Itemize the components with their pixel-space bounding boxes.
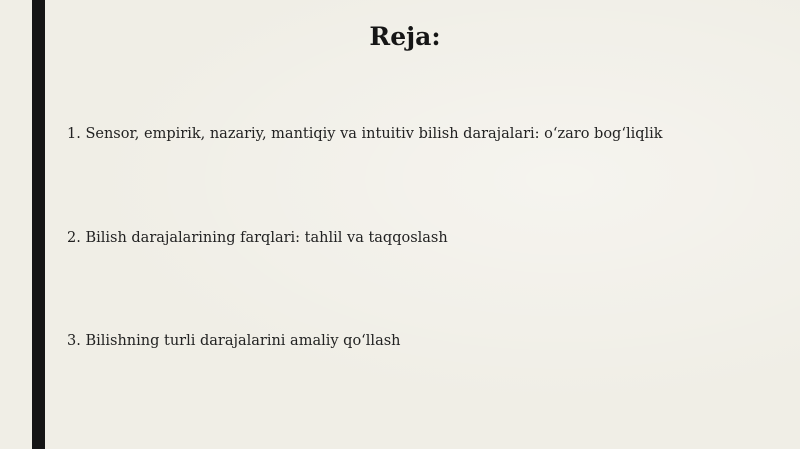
plan-item-3: 3. Bilishning turli darajalarini amaliy qo‘llash	[67, 333, 401, 349]
left-accent-bar	[32, 0, 45, 449]
plan-item-2: 2. Bilish darajalarining farqlari: tahlil va taqqoslash	[67, 230, 448, 246]
plan-item-1: 1. Sensor, empirik, nazariy, mantiqiy va intuitiv bilish darajalari: o‘zaro bog‘liqlik	[67, 126, 663, 142]
slide-title: Reja:	[369, 22, 441, 51]
